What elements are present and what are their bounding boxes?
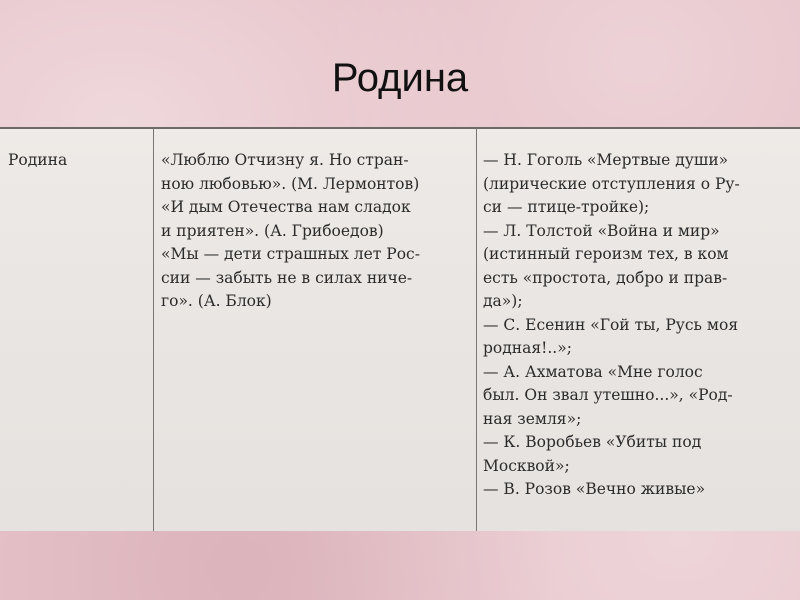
work-line: (лирические отступления о Ру- xyxy=(483,174,740,193)
quote-line: и приятен». (А. Грибоедов) xyxy=(161,221,384,240)
work-line: — В. Розов «Вечно живые» xyxy=(483,480,706,498)
works-column xyxy=(476,129,800,531)
work-line: — К. Воробьев «Убиты под xyxy=(483,433,702,451)
theme-cell: Родина xyxy=(8,151,68,169)
work-line: — Л. Толстой «Война и мир» xyxy=(483,221,720,240)
work-line: (истинный героизм тех, в ком xyxy=(483,245,729,263)
work-line: си — птице-тройке); xyxy=(483,198,650,216)
work-line: — С. Есенин «Гой ты, Русь моя xyxy=(483,315,739,334)
work-line: Москвой»; xyxy=(483,456,570,475)
quotes-column xyxy=(153,129,475,531)
scanned-table xyxy=(0,127,800,531)
quote-line: ною любовью». (М. Лермонтов) xyxy=(161,174,420,193)
work-line: ная земля»; xyxy=(483,409,582,428)
quote-line: «И дым Отечества нам сладок xyxy=(161,198,411,216)
work-line: — Н. Гоголь «Мертвые души» xyxy=(483,151,729,169)
quote-line: «Мы — дети страшных лет Рос- xyxy=(161,245,420,263)
quote-line: сии — забыть не в силах ниче- xyxy=(161,268,413,287)
work-line: родная!..»; xyxy=(483,339,572,357)
slide-title: Родина xyxy=(331,56,469,100)
work-line: есть «простота, добро и прав- xyxy=(483,268,728,287)
work-line: был. Он звал утешно...», «Род- xyxy=(483,386,733,404)
theme-column xyxy=(0,129,152,531)
quote-line: го». (А. Блок) xyxy=(161,292,272,310)
quote-line: «Люблю Отчизну я. Но стран- xyxy=(161,151,409,169)
work-line: да»); xyxy=(483,292,523,310)
work-line: — А. Ахматова «Мне голос xyxy=(483,362,703,381)
